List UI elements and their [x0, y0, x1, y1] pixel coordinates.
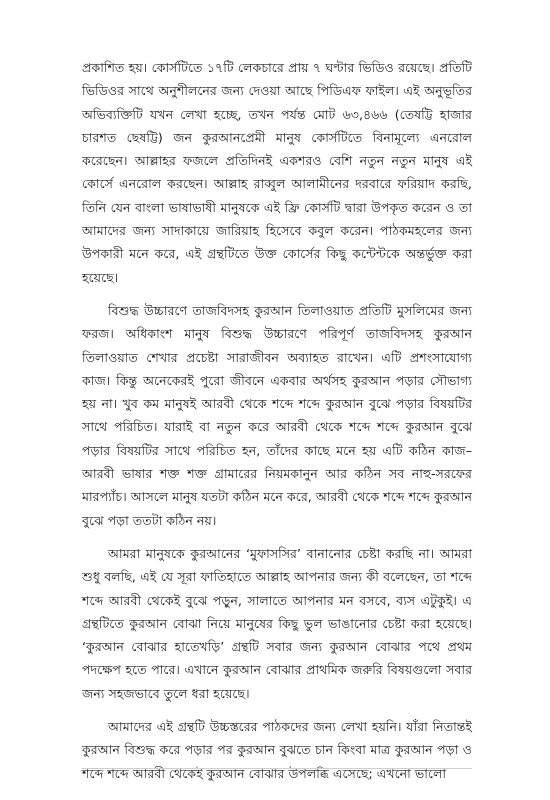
- paragraph-tajweed: বিশুদ্ধ উচ্চারণে তাজবিদসহ কুরআন তিলাওয়াত প্রতিটি মুসলিমের জন্য ফরজ। অধিকাংশ মানুষ বিশুদ্ধ উচ্চারণে পরিপূর্ণ তাজবিদসহ কুরআন তিলাওয়াত শেখার প্রচেষ্টা সারাজীবন অব্যাহত রাখেন। এটি প্রশংসাযোগ্য কাজ। কিন্তু অনেকেরই পুরো জীবনে একবার অর্থসহ কুরআন পড়ার সৌভাগ্য হয় না। খুব কম মানুষই আরবী থেকে শব্দে শব্দে কুরআন বুঝে পড়ার বিষয়টির সাথে পরিচিত। যারাই বা নতুন করে আরবী থেকে শব্দে শব্দে কুরআন বুঝে পড়ার বিষয়টির সাথে পরিচিত হন, তাঁদের কাছে মনে হয় এটি কঠিন কাজ– আরবী ভাষার শক্ত শক্ত গ্রামারের নিয়মকানুন আর কঠিন সব নাহু-সরফের মারপ্যাঁচ। আসলে মানুষ যতটা কঠিন মনে করে, আরবী থেকে শব্দে শব্দে কুরআন বুঝে পড়া ততটা কঠিন নয়।: [82, 302, 472, 528]
- page-body: [82, 56, 472, 795]
- page-bottom-divider: [82, 768, 472, 769]
- paragraph-audience: আমাদের এই গ্রন্থটি উচ্চস্তরের পাঠকদের জন্য লেখা হয়নি। যাঁরা নিতান্তই কুরআন বিশুদ্ধ করে পড়ার পর কুরআন বুঝতে চান কিংবা মাত্র কুরআন পড়া ও শব্দে শব্দে আরবী থেকেই কুরআন বোঝার উপলব্ধি এসেছে; এখনো ভালো: [82, 719, 472, 781]
- paragraph-course-info: প্রকাশিত হয়। কোর্সটিতে ১৭টি লেকচারে প্রায় ৭ ঘণ্টার ভিডিও রয়েছে। প্রতিটি ভিডিওর সাথে অনুশীলনের জন্য দেওয়া আছে পিডিএফ ফাইল। এই অনুভূতির অভিব্যক্তিটি যখন লেখা হচ্ছে, তখন পর্যন্ত মোট ৬৩,৪৬৬ (তেষট্টি হাজার চারশত ছেষট্টি) জন কুরআনপ্রেমী মানুষ কোর্সটিতে বিনামূল্যে এনরোল করেছেন। আল্লাহর ফজলে প্রতিদিনই একশরও বেশি নতুন নতুন মানুষ এই কোর্সে এনরোল করছেন। আল্লাহ রাব্বুল আলামীনের দরবারে ফরিয়াদ করছি, তিনি যেন বাংলা ভাষাভাষী মানুষকে এই ফ্রি কোর্সটি দ্বারা উপকৃত করেন ও তা আমাদের জন্য সাদাকায়ে জারিয়াহ হিসেবে কবুল করেন। পাঠকমহলের জন্য উপকারী মনে করে, এই গ্রন্থটিতে উক্ত কোর্সের কিছু কন্টেন্টকে অন্তর্ভুক্ত করা হয়েছে।: [82, 60, 472, 285]
- paragraph-mufassir: আমরা মানুষকে কুরআনের ‘মুফাসসির’ বানানোর চেষ্টা করছি না। আমরা শুধু বলছি, এই যে সূরা ফাতিহাতে আল্লাহ আপনার জন্য কী বলেছেন, তা শব্দে শব্দে আরবী থেকেই বুঝে পড়ুন, সালাতে আপনার মন বসবে, ব্যস এটুকুই। এ গ্রন্থটিতে কুরআন বোঝা নিয়ে মানুষের কিছু ভুল ভাঙানোর চেষ্টা করা হয়েছে। ‘কুরআন বোঝার হাতেখড়ি’ গ্রন্থটি সবার জন্য কুরআন বোঝার পথে প্রথম পদক্ষেপ হতে পারে। এখানে কুরআন বোঝার প্রাথমিক জরুরি বিষয়গুলো সবার জন্য সহজভাবে তুলে ধরা হয়েছে।: [82, 545, 472, 701]
